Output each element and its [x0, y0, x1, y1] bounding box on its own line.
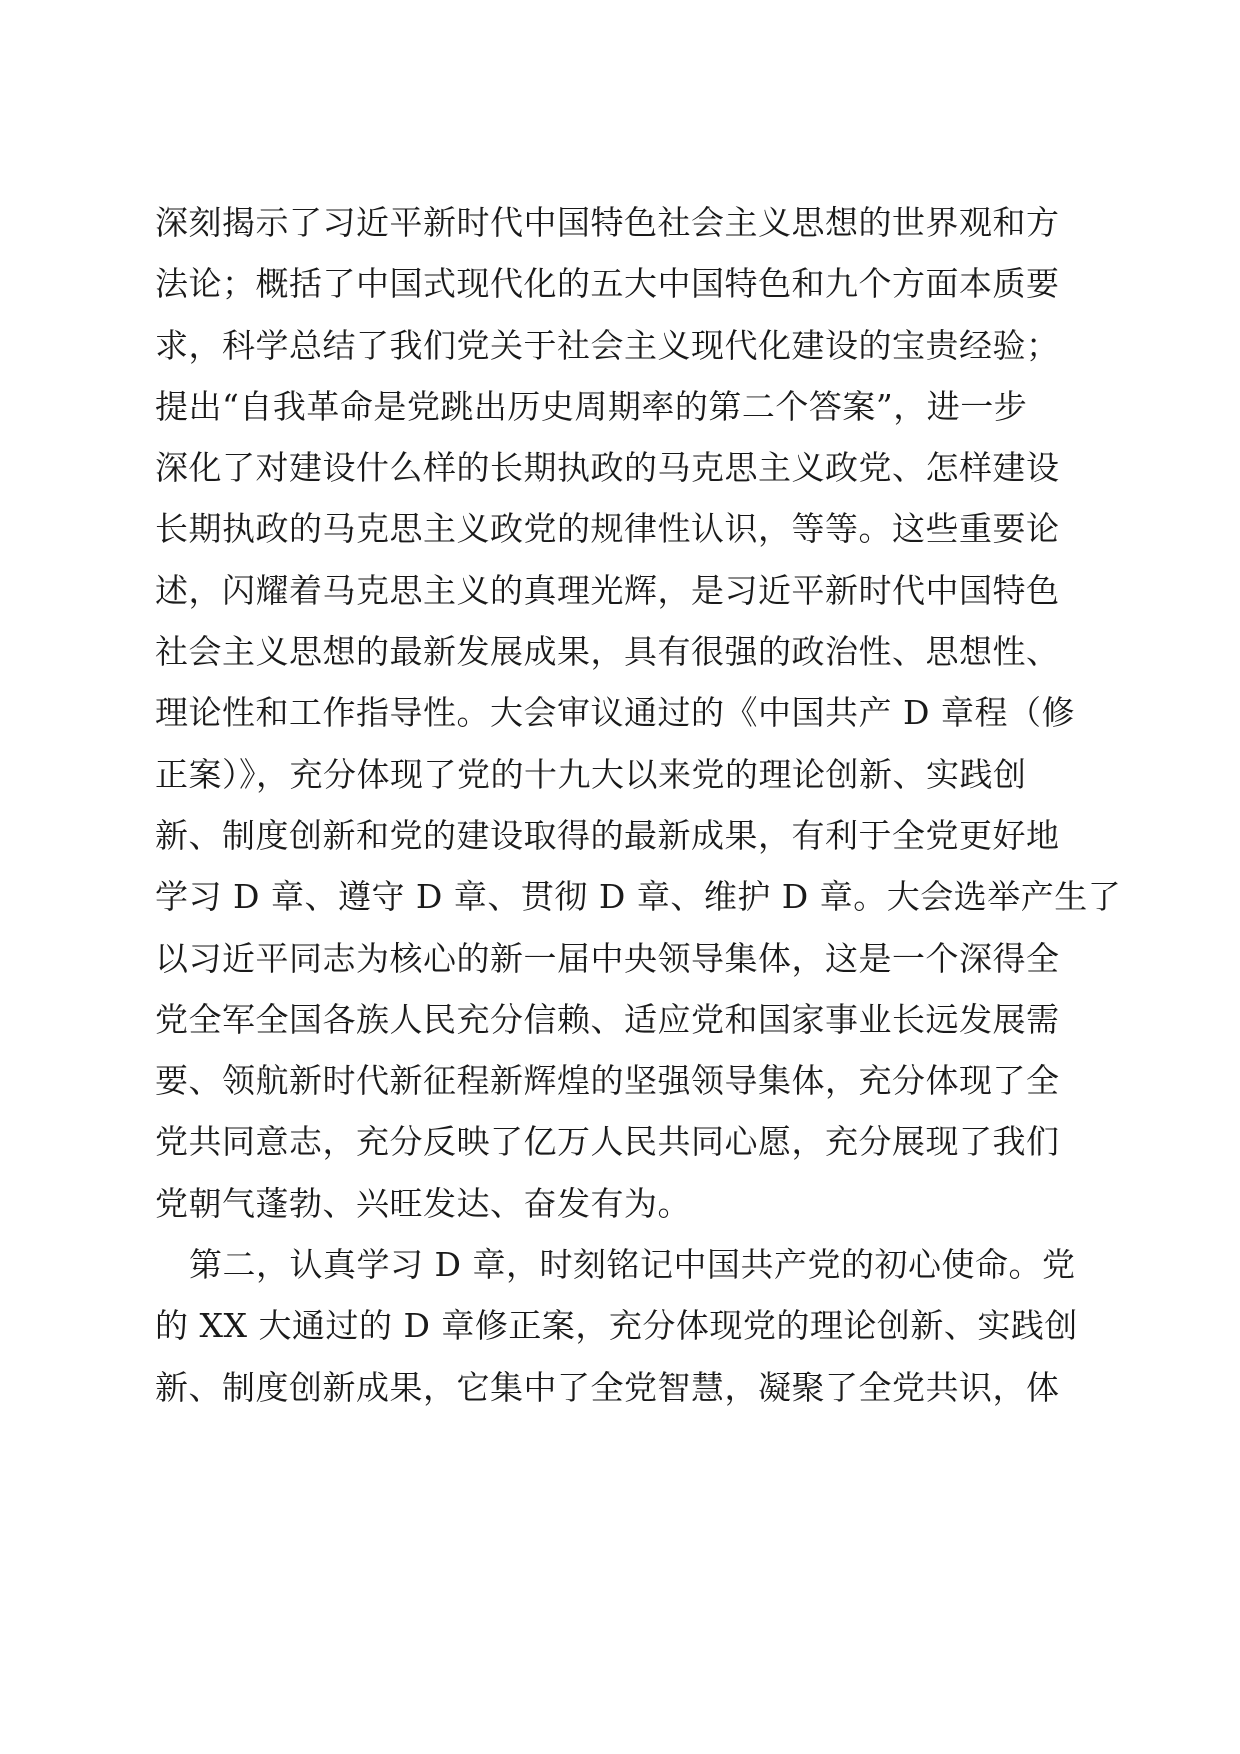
- text-line: 党朝气蓬勃、兴旺发达、奋发有为。: [155, 1183, 691, 1223]
- text-line: 党全军全国各族人民充分信赖、适应党和国家事业长远发展需: [155, 999, 1060, 1039]
- body-text: [155, 192, 1122, 1418]
- text-line: 述，闪耀着马克思主义的真理光辉，是习近平新时代中国特色: [155, 570, 1060, 610]
- text-line: 长期执政的马克思主义政党的规律性认识，等等。这些重要论: [155, 509, 1060, 549]
- text-line: 正案）》，充分体现了党的十九大以来党的理论创新、实践创: [155, 754, 1027, 794]
- text-line: 求，科学总结了我们党关于社会主义现代化建设的宝贵经验；: [155, 325, 1060, 365]
- text-line: 党共同意志，充分反映了亿万人民共同心愿，充分展现了我们: [155, 1122, 1060, 1162]
- text-line: 要、领航新时代新征程新辉煌的坚强领导集体，充分体现了全: [155, 1061, 1060, 1101]
- text-line: 社会主义思想的最新发展成果，具有很强的政治性、思想性、: [155, 632, 1060, 672]
- text-line: 理论性和工作指导性。大会审议通过的《中国共产 D 章程（修: [155, 693, 1075, 733]
- text-line: 新、制度创新成果，它集中了全党智慧，凝聚了全党共识，体: [155, 1367, 1060, 1407]
- text-line: 提出“自我革命是党跳出历史周期率的第二个答案”，进一步: [155, 386, 1028, 426]
- text-line: 法论；概括了中国式现代化的五大中国特色和九个方面本质要: [155, 264, 1060, 304]
- text-line: 深化了对建设什么样的长期执政的马克思主义政党、怎样建设: [155, 448, 1060, 488]
- text-line: 学习 D 章、遵守 D 章、贯彻 D 章、维护 D 章。大会选举产生了: [155, 877, 1122, 917]
- text-line: 新、制度创新和党的建设取得的最新成果，有利于全党更好地: [155, 815, 1060, 855]
- text-line: 的 XX 大通过的 D 章修正案，充分体现党的理论创新、实践创: [155, 1306, 1078, 1346]
- paragraph-start-line: 第二，认真学习 D 章，时刻铭记中国共产党的初心使命。党: [189, 1245, 1076, 1285]
- text-line: 以习近平同志为核心的新一届中央领导集体，这是一个深得全: [155, 938, 1060, 978]
- text-line: 深刻揭示了习近平新时代中国特色社会主义思想的世界观和方: [155, 203, 1060, 242]
